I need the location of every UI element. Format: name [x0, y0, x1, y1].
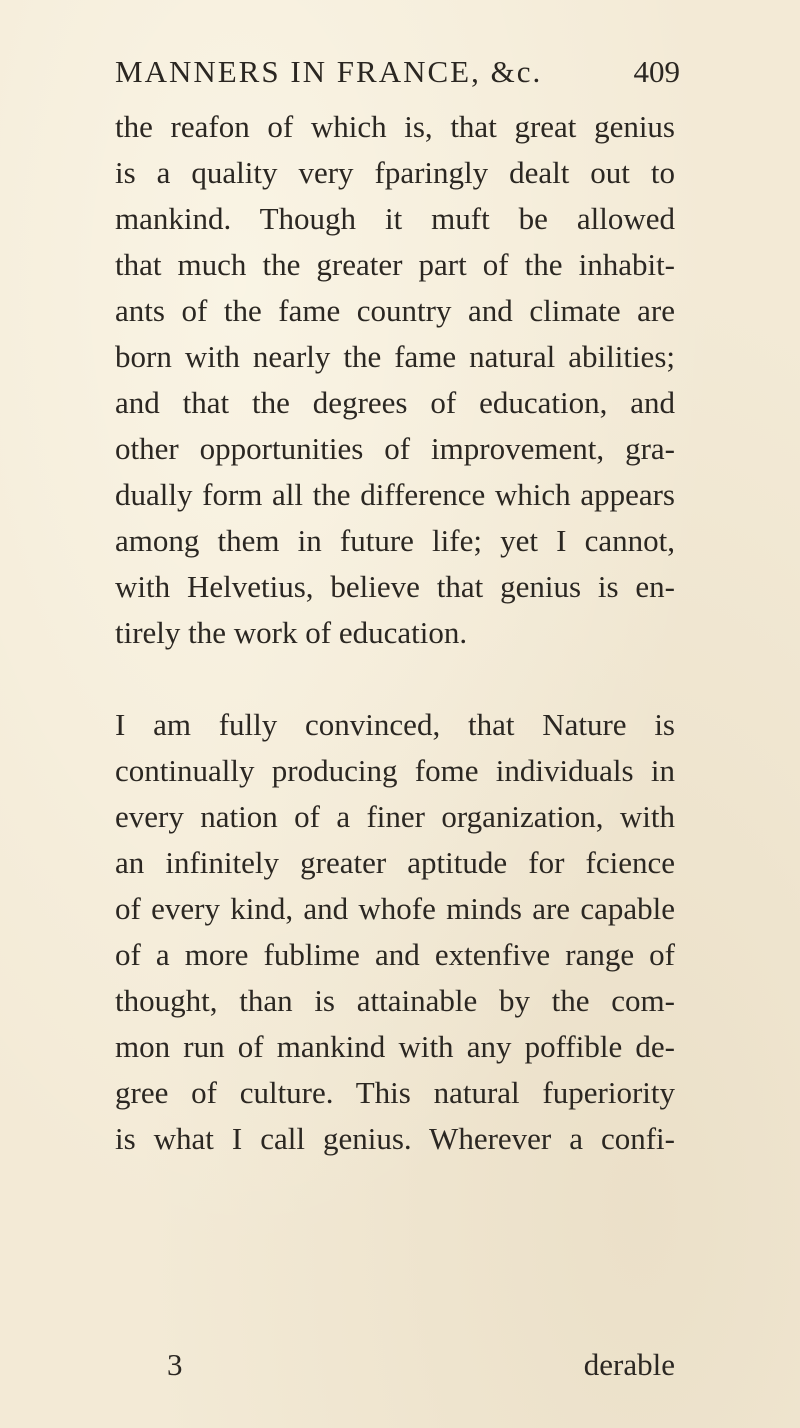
running-head: MANNERS IN FRANCE, &c. — [115, 54, 543, 89]
text-line: continually producing fome individuals in — [115, 753, 675, 788]
text-line: is a quality very fparingly dealt out to — [115, 155, 675, 190]
text-line: an infinitely greater aptitude for fcience — [115, 845, 675, 880]
text-line: gree of culture. This natural fuperiority — [115, 1075, 675, 1110]
signature-mark: 3 — [167, 1347, 183, 1382]
text-line: of a more fublime and extenfive range of — [115, 937, 675, 972]
text-line: tirely the work of education. — [115, 615, 468, 650]
text-line: that much the greater part of the inhabit- — [115, 247, 675, 282]
paragraph — [115, 702, 675, 1162]
paragraph-gap — [115, 656, 675, 702]
text-line: I am fully convinced, that Nature is — [115, 707, 675, 742]
text-line: born with nearly the fame natural abilities; — [115, 339, 675, 374]
text-line: with Helvetius, believe that genius is en- — [115, 569, 675, 604]
text-line: mon run of mankind with any poffible de- — [115, 1029, 675, 1064]
paragraph — [115, 104, 675, 656]
text-line: thought, than is attainable by the com- — [115, 983, 675, 1018]
text-line: mankind. Though it muft be allowed — [115, 201, 675, 236]
text-line: of every kind, and whofe minds are capable — [115, 891, 675, 926]
text-line: among them in future life; yet I cannot, — [115, 523, 675, 558]
text-line: ants of the fame country and climate are — [115, 293, 675, 328]
text-line: every nation of a finer organization, with — [115, 799, 675, 834]
text-line: dually form all the difference which appears — [115, 477, 675, 512]
text-line: the reafon of which is, that great genius — [115, 109, 675, 144]
text-line: is what I call genius. Wherever a confi- — [115, 1121, 675, 1156]
catchword: derable — [583, 1347, 675, 1382]
page-header — [115, 50, 680, 94]
text-line: and that the degrees of education, and — [115, 385, 675, 420]
text-line: other opportunities of improvement, gra- — [115, 431, 675, 466]
body-text — [115, 104, 675, 1162]
page-number: 409 — [633, 54, 680, 89]
page-footer — [115, 1342, 675, 1388]
